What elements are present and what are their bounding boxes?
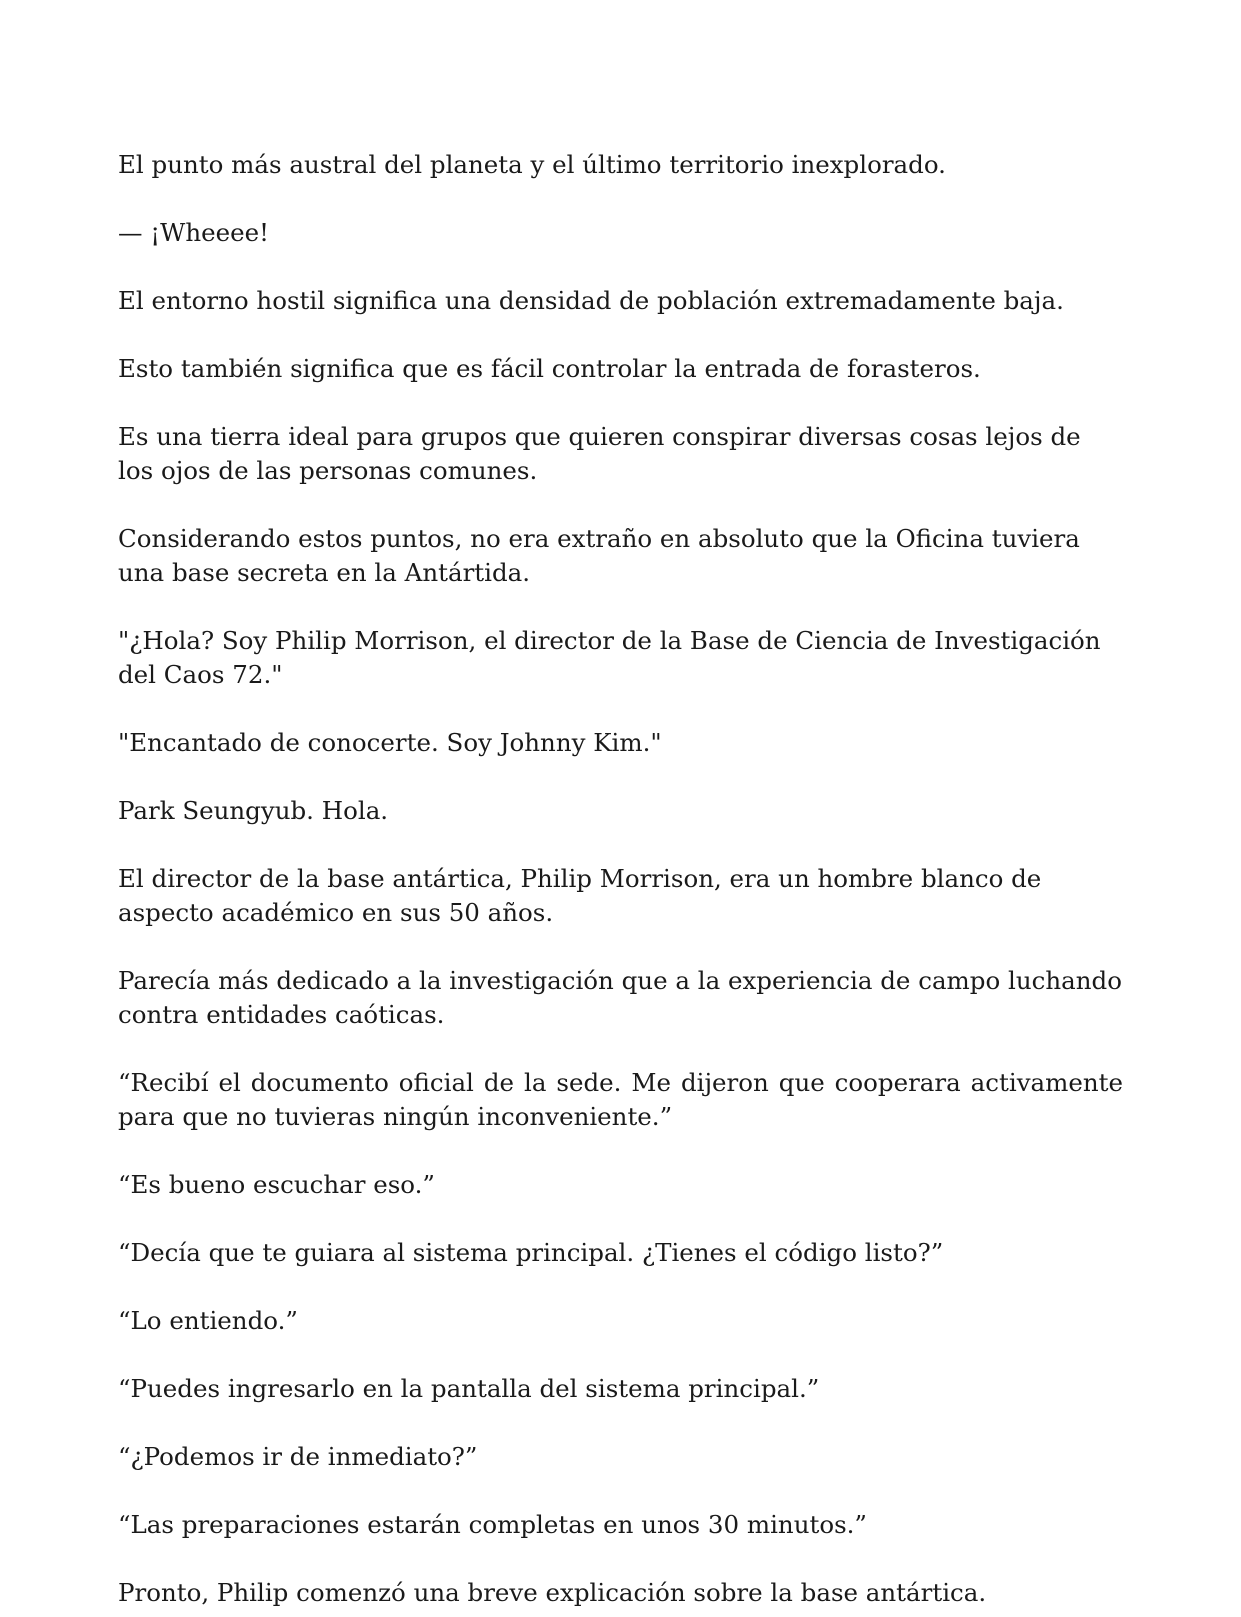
paragraph: “Puedes ingresarlo en la pantalla del sistema principal.” <box>118 1374 820 1403</box>
paragraph: Considerando estos puntos, no era extraño en absoluto que la Oficina tuviera una base secreta en la Antártida. <box>118 524 1080 587</box>
paragraph: El entorno hostil significa una densidad de población extremadamente baja. <box>118 286 1064 315</box>
document-body <box>118 148 1123 1610</box>
paragraph: El punto más austral del planeta y el último territorio inexplorado. <box>118 150 946 179</box>
paragraph: “Es bueno escuchar eso.” <box>118 1170 435 1199</box>
paragraph: Esto también significa que es fácil controlar la entrada de forasteros. <box>118 354 981 383</box>
paragraph: “Recibí el documento oficial de la sede. Me dijeron que cooperara activamente para que no tuvieras ningún inconveniente.” <box>118 1068 1123 1131</box>
paragraph: — ¡Wheeee! <box>118 218 269 247</box>
paragraph: Parecía más dedicado a la investigación que a la experiencia de campo luchando contra entidades caóticas. <box>118 966 1122 1029</box>
paragraph: Pronto, Philip comenzó una breve explicación sobre la base antártica. <box>118 1578 987 1607</box>
paragraph: "¿Hola? Soy Philip Morrison, el director de la Base de Ciencia de Investigación del Caos 72." <box>118 626 1101 689</box>
paragraph: Park Seungyub. Hola. <box>118 796 389 825</box>
paragraph: “Decía que te guiara al sistema principal. ¿Tienes el código listo?” <box>118 1238 944 1267</box>
paragraph: “¿Podemos ir de inmediato?” <box>118 1442 478 1471</box>
paragraph: “Lo entiendo.” <box>118 1306 298 1335</box>
paragraph: Es una tierra ideal para grupos que quieren conspirar diversas cosas lejos de los ojos de las personas comunes. <box>118 422 1081 485</box>
paragraph: “Las preparaciones estarán completas en unos 30 minutos.” <box>118 1510 867 1539</box>
paragraph: El director de la base antártica, Philip Morrison, era un hombre blanco de aspecto académico en sus 50 años. <box>118 864 1042 927</box>
paragraph: "Encantado de conocerte. Soy Johnny Kim." <box>118 728 662 757</box>
